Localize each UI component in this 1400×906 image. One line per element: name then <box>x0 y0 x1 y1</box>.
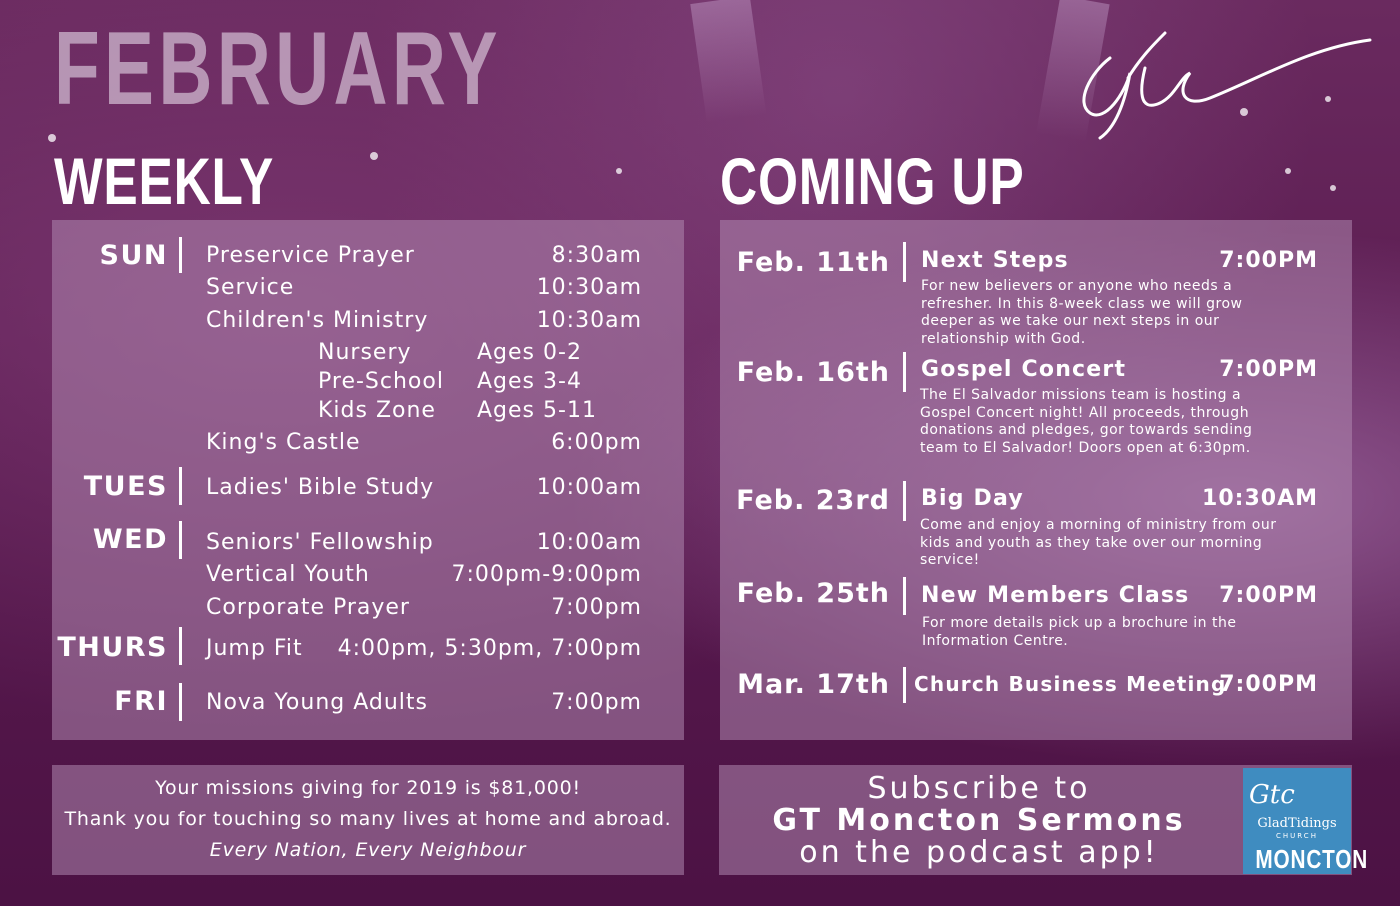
event-description: Come and enjoy a morning of ministry from our kids and youth as they take over our morning service! <box>920 517 1277 568</box>
event-time: 7:00PM <box>1219 583 1318 608</box>
podcast-app-text: on the podcast app! <box>799 835 1159 870</box>
event-date: Feb. 11th <box>736 247 890 278</box>
date-divider <box>903 242 906 282</box>
date-divider <box>903 667 906 703</box>
event-time: 10:30AM <box>1202 486 1318 511</box>
event-name: Seniors' Fellowship <box>206 530 434 555</box>
event-time: 8:30am <box>551 243 642 268</box>
event-title: New Members Class <box>921 583 1190 608</box>
event-name: Vertical Youth <box>206 562 370 587</box>
podcast-subscribe-text: Subscribe to <box>867 771 1091 806</box>
event-title: Gospel Concert <box>921 357 1127 382</box>
event-name: Jump Fit <box>206 636 303 661</box>
event-name: Nova Young Adults <box>206 690 429 715</box>
gtc-script-logo <box>1070 18 1380 143</box>
event-name: Ladies' Bible Study <box>206 475 435 500</box>
event-time: 7:00PM <box>1219 357 1318 382</box>
event-name: Service <box>206 275 295 300</box>
event-time: 10:00am <box>536 530 642 555</box>
logo-city-name: MONCTON <box>1255 844 1369 874</box>
day-label-fri: FRI <box>114 686 168 717</box>
day-label-sun: SUN <box>99 240 168 271</box>
sub-event-name: Nursery <box>318 340 412 365</box>
event-time: 7:00pm <box>551 690 642 715</box>
missions-panel <box>52 765 684 875</box>
day-label-wed: WED <box>92 524 168 555</box>
event-description: For more details pick up a brochure in the Information Centre. <box>922 615 1237 649</box>
event-title: Church Business Meeting <box>914 672 1227 696</box>
event-time: 6:00pm <box>551 430 642 455</box>
sub-event-ages: Ages 3-4 <box>477 369 582 394</box>
event-time: 10:00am <box>536 475 642 500</box>
coming-up-section-title: COMING UP <box>720 144 1025 218</box>
event-date: Feb. 25th <box>736 578 890 609</box>
weekly-section-title: WEEKLY <box>54 144 275 218</box>
missions-total-text: Your missions giving for 2019 is $81,000! <box>155 777 581 799</box>
coming-up-panel <box>720 220 1352 740</box>
sub-event-ages: Ages 5-11 <box>477 398 597 423</box>
day-divider <box>179 521 182 559</box>
event-time: 7:00pm <box>551 595 642 620</box>
logo-brand-name: GladTidings <box>1257 816 1337 831</box>
event-description: For new believers or anyone who needs a refresher. In this 8-week class we will grow deeper as we take our next steps in our relationship with God. <box>921 278 1243 347</box>
sub-event-name: Pre-School <box>318 369 444 394</box>
day-divider <box>179 683 182 721</box>
day-label-tues: TUES <box>83 471 168 502</box>
logo-church-word: CHURCH <box>1276 832 1318 840</box>
day-divider <box>179 627 182 665</box>
event-title: Next Steps <box>921 248 1069 273</box>
event-time: 10:30am <box>536 275 642 300</box>
event-date: Mar. 17th <box>737 669 890 700</box>
date-divider <box>903 481 906 521</box>
missions-tagline: Every Nation, Every Neighbour <box>209 839 527 861</box>
event-date: Feb. 23rd <box>736 485 890 516</box>
event-name: Children's Ministry <box>206 308 429 333</box>
event-name: Preservice Prayer <box>206 243 415 268</box>
day-divider <box>179 467 182 505</box>
event-time: 7:00pm-9:00pm <box>451 562 642 587</box>
day-divider <box>179 237 182 273</box>
month-title: FEBRUARY <box>54 11 502 127</box>
sub-event-name: Kids Zone <box>318 398 436 423</box>
glad-tidings-moncton-logo <box>1243 768 1369 874</box>
event-name: King's Castle <box>206 430 361 455</box>
event-time: 7:00PM <box>1219 248 1318 273</box>
logo-script: Gtc <box>1249 780 1295 810</box>
event-time: 10:30am <box>536 308 642 333</box>
podcast-name: GT Moncton Sermons <box>772 803 1186 838</box>
event-description: The El Salvador missions team is hosting a Gospel Concert night! All proceeds, through donations and pledges, gor towards sending team to El Salvador! Doors open at 6:30pm. <box>920 387 1253 456</box>
date-divider <box>903 352 906 392</box>
event-title: Big Day <box>921 486 1024 511</box>
event-time: 4:00pm, 5:30pm, 7:00pm <box>337 636 642 661</box>
day-label-thurs: THURS <box>57 632 168 663</box>
event-name: Corporate Prayer <box>206 595 410 620</box>
sub-event-ages: Ages 0-2 <box>477 340 582 365</box>
weekly-schedule-panel <box>52 220 684 740</box>
missions-thanks-text: Thank you for touching so many lives at home and abroad. <box>64 808 672 830</box>
event-time: 7:00PM <box>1219 672 1318 697</box>
date-divider <box>903 577 906 615</box>
event-date: Feb. 16th <box>736 357 890 388</box>
